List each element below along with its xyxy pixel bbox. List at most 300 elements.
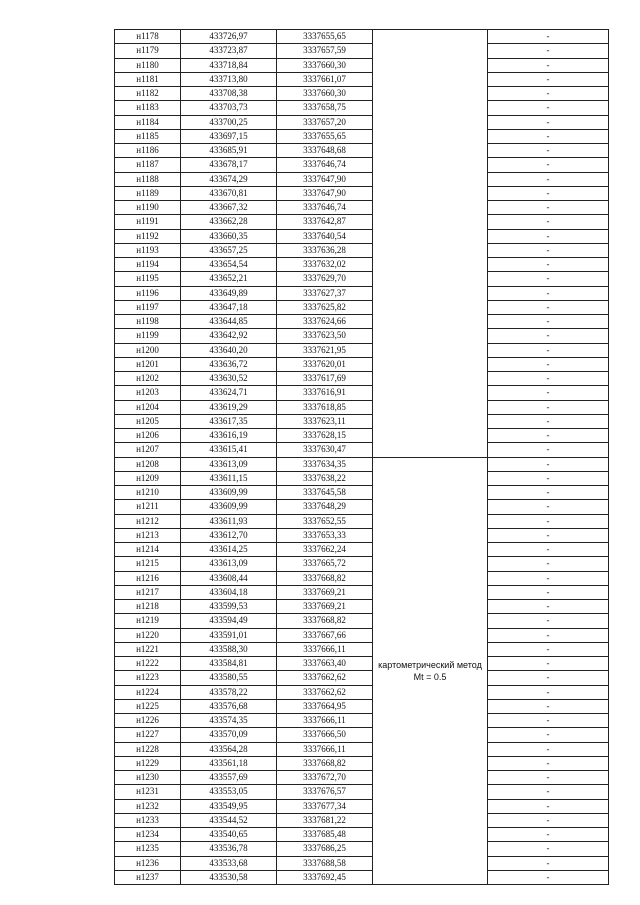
- point-id-cell: н1185: [115, 129, 181, 143]
- accuracy-dash-cell: -: [488, 315, 609, 329]
- point-id-cell: н1217: [115, 585, 181, 599]
- accuracy-dash-cell: -: [488, 657, 609, 671]
- accuracy-dash-cell: -: [488, 286, 609, 300]
- accuracy-dash-cell: -: [488, 272, 609, 286]
- y-coordinate-cell: 3337646,74: [277, 201, 373, 215]
- y-coordinate-cell: 3337672,70: [277, 771, 373, 785]
- table-row: [115, 514, 609, 528]
- y-coordinate-cell: 3337623,50: [277, 329, 373, 343]
- point-id-cell: н1189: [115, 186, 181, 200]
- x-coordinate-cell: 433574,35: [181, 714, 277, 728]
- accuracy-dash-cell: -: [488, 101, 609, 115]
- point-id-cell: н1196: [115, 286, 181, 300]
- x-coordinate-cell: 433636,72: [181, 357, 277, 371]
- x-coordinate-cell: 433700,25: [181, 115, 277, 129]
- y-coordinate-cell: 3337634,35: [277, 457, 373, 471]
- x-coordinate-cell: 433536,78: [181, 842, 277, 856]
- accuracy-dash-cell: -: [488, 600, 609, 614]
- y-coordinate-cell: 3337677,34: [277, 799, 373, 813]
- x-coordinate-cell: 433619,29: [181, 400, 277, 414]
- y-coordinate-cell: 3337657,20: [277, 115, 373, 129]
- table-row: [115, 842, 609, 856]
- y-coordinate-cell: 3337668,82: [277, 614, 373, 628]
- accuracy-dash-cell: -: [488, 828, 609, 842]
- y-coordinate-cell: 3337660,30: [277, 58, 373, 72]
- y-coordinate-cell: 3337666,50: [277, 728, 373, 742]
- point-id-cell: н1188: [115, 172, 181, 186]
- accuracy-dash-cell: -: [488, 571, 609, 585]
- x-coordinate-cell: 433654,54: [181, 258, 277, 272]
- accuracy-dash-cell: -: [488, 585, 609, 599]
- point-id-cell: н1220: [115, 628, 181, 642]
- accuracy-dash-cell: -: [488, 514, 609, 528]
- table-row: [115, 386, 609, 400]
- x-coordinate-cell: 433557,69: [181, 771, 277, 785]
- y-coordinate-cell: 3337662,62: [277, 685, 373, 699]
- point-id-cell: н1178: [115, 30, 181, 44]
- table-row: [115, 372, 609, 386]
- accuracy-dash-cell: -: [488, 543, 609, 557]
- accuracy-dash-cell: -: [488, 685, 609, 699]
- y-coordinate-cell: 3337618,85: [277, 400, 373, 414]
- table-row: [115, 186, 609, 200]
- point-id-cell: н1214: [115, 543, 181, 557]
- point-id-cell: н1190: [115, 201, 181, 215]
- point-id-cell: н1201: [115, 357, 181, 371]
- point-id-cell: н1236: [115, 856, 181, 870]
- point-id-cell: н1222: [115, 657, 181, 671]
- point-id-cell: н1180: [115, 58, 181, 72]
- y-coordinate-cell: 3337646,74: [277, 158, 373, 172]
- accuracy-dash-cell: -: [488, 30, 609, 44]
- x-coordinate-cell: 433642,92: [181, 329, 277, 343]
- x-coordinate-cell: 433616,19: [181, 429, 277, 443]
- point-id-cell: н1228: [115, 742, 181, 756]
- y-coordinate-cell: 3337667,66: [277, 628, 373, 642]
- x-coordinate-cell: 433657,25: [181, 243, 277, 257]
- table-row: [115, 500, 609, 514]
- accuracy-dash-cell: -: [488, 372, 609, 386]
- x-coordinate-cell: 433697,15: [181, 129, 277, 143]
- accuracy-dash-cell: -: [488, 329, 609, 343]
- y-coordinate-cell: 3337668,82: [277, 756, 373, 770]
- table-row: [115, 414, 609, 428]
- table-row: [115, 58, 609, 72]
- point-id-cell: н1232: [115, 799, 181, 813]
- y-coordinate-cell: 3337617,69: [277, 372, 373, 386]
- accuracy-dash-cell: -: [488, 714, 609, 728]
- table-row: [115, 457, 609, 471]
- accuracy-dash-cell: -: [488, 642, 609, 656]
- table-row: [115, 642, 609, 656]
- point-id-cell: н1195: [115, 272, 181, 286]
- y-coordinate-cell: 3337660,30: [277, 87, 373, 101]
- y-coordinate-cell: 3337623,11: [277, 414, 373, 428]
- y-coordinate-cell: 3337665,72: [277, 557, 373, 571]
- point-id-cell: н1184: [115, 115, 181, 129]
- x-coordinate-cell: 433588,30: [181, 642, 277, 656]
- x-coordinate-cell: 433578,22: [181, 685, 277, 699]
- table-row: [115, 258, 609, 272]
- accuracy-dash-cell: -: [488, 400, 609, 414]
- y-coordinate-cell: 3337645,58: [277, 486, 373, 500]
- accuracy-dash-cell: -: [488, 728, 609, 742]
- table-row: [115, 315, 609, 329]
- x-coordinate-cell: 433718,84: [181, 58, 277, 72]
- x-coordinate-cell: 433584,81: [181, 657, 277, 671]
- table-row: [115, 272, 609, 286]
- point-id-cell: н1212: [115, 514, 181, 528]
- accuracy-dash-cell: -: [488, 243, 609, 257]
- table-row: [115, 443, 609, 457]
- point-id-cell: н1186: [115, 144, 181, 158]
- table-row: [115, 557, 609, 571]
- table-row: [115, 144, 609, 158]
- x-coordinate-cell: 433644,85: [181, 315, 277, 329]
- table-row: [115, 115, 609, 129]
- table-row: [115, 300, 609, 314]
- point-id-cell: н1216: [115, 571, 181, 585]
- table-row: [115, 585, 609, 599]
- y-coordinate-cell: 3337663,40: [277, 657, 373, 671]
- table-row: [115, 543, 609, 557]
- y-coordinate-cell: 3337662,62: [277, 671, 373, 685]
- x-coordinate-cell: 433723,87: [181, 44, 277, 58]
- accuracy-dash-cell: -: [488, 671, 609, 685]
- y-coordinate-cell: 3337666,11: [277, 642, 373, 656]
- y-coordinate-cell: 3337685,48: [277, 828, 373, 842]
- accuracy-dash-cell: -: [488, 628, 609, 642]
- x-coordinate-cell: 433640,20: [181, 343, 277, 357]
- accuracy-dash-cell: -: [488, 87, 609, 101]
- table-row: [115, 699, 609, 713]
- point-id-cell: н1191: [115, 215, 181, 229]
- point-id-cell: н1237: [115, 870, 181, 884]
- x-coordinate-cell: 433662,28: [181, 215, 277, 229]
- x-coordinate-cell: 433708,38: [181, 87, 277, 101]
- y-coordinate-cell: 3337647,90: [277, 186, 373, 200]
- point-id-cell: н1215: [115, 557, 181, 571]
- x-coordinate-cell: 433540,65: [181, 828, 277, 842]
- x-coordinate-cell: 433614,25: [181, 543, 277, 557]
- point-id-cell: н1229: [115, 756, 181, 770]
- accuracy-dash-cell: -: [488, 229, 609, 243]
- table-row: [115, 229, 609, 243]
- accuracy-dash-cell: -: [488, 614, 609, 628]
- point-id-cell: н1197: [115, 300, 181, 314]
- y-coordinate-cell: 3337652,55: [277, 514, 373, 528]
- accuracy-dash-cell: -: [488, 771, 609, 785]
- x-coordinate-cell: 433609,99: [181, 500, 277, 514]
- y-coordinate-cell: 3337655,65: [277, 129, 373, 143]
- x-coordinate-cell: 433549,95: [181, 799, 277, 813]
- point-id-cell: н1234: [115, 828, 181, 842]
- table-row: [115, 685, 609, 699]
- accuracy-dash-cell: -: [488, 386, 609, 400]
- table-row: [115, 400, 609, 414]
- table-row: [115, 870, 609, 884]
- accuracy-dash-cell: -: [488, 300, 609, 314]
- x-coordinate-cell: 433544,52: [181, 813, 277, 827]
- table-row: [115, 771, 609, 785]
- accuracy-dash-cell: -: [488, 58, 609, 72]
- y-coordinate-cell: 3337666,11: [277, 742, 373, 756]
- table-row: [115, 129, 609, 143]
- accuracy-dash-cell: -: [488, 557, 609, 571]
- y-coordinate-cell: 3337642,87: [277, 215, 373, 229]
- table-row: [115, 72, 609, 86]
- accuracy-dash-cell: -: [488, 500, 609, 514]
- y-coordinate-cell: 3337686,25: [277, 842, 373, 856]
- table-row: [115, 714, 609, 728]
- point-id-cell: н1219: [115, 614, 181, 628]
- x-coordinate-cell: 433613,09: [181, 557, 277, 571]
- y-coordinate-cell: 3337669,21: [277, 585, 373, 599]
- point-id-cell: н1194: [115, 258, 181, 272]
- table-row: [115, 628, 609, 642]
- point-id-cell: н1207: [115, 443, 181, 457]
- table-row: [115, 201, 609, 215]
- point-id-cell: н1218: [115, 600, 181, 614]
- point-id-cell: н1230: [115, 771, 181, 785]
- x-coordinate-cell: 433726,97: [181, 30, 277, 44]
- x-coordinate-cell: 433561,18: [181, 756, 277, 770]
- table-row: [115, 357, 609, 371]
- point-id-cell: н1202: [115, 372, 181, 386]
- table-row: [115, 329, 609, 343]
- table-row: [115, 728, 609, 742]
- x-coordinate-cell: 433713,80: [181, 72, 277, 86]
- table-row: [115, 657, 609, 671]
- table-row: [115, 243, 609, 257]
- table-row: [115, 600, 609, 614]
- x-coordinate-cell: 433630,52: [181, 372, 277, 386]
- table-row: [115, 614, 609, 628]
- point-id-cell: н1208: [115, 457, 181, 471]
- x-coordinate-cell: 433674,29: [181, 172, 277, 186]
- point-id-cell: н1193: [115, 243, 181, 257]
- accuracy-dash-cell: -: [488, 129, 609, 143]
- table-row: [115, 813, 609, 827]
- accuracy-dash-cell: -: [488, 799, 609, 813]
- table-row: [115, 785, 609, 799]
- y-coordinate-cell: 3337620,01: [277, 357, 373, 371]
- table-row: [115, 87, 609, 101]
- y-coordinate-cell: 3337688,58: [277, 856, 373, 870]
- table-row: [115, 799, 609, 813]
- x-coordinate-cell: 433703,73: [181, 101, 277, 115]
- x-coordinate-cell: 433533,68: [181, 856, 277, 870]
- point-id-cell: н1203: [115, 386, 181, 400]
- x-coordinate-cell: 433647,18: [181, 300, 277, 314]
- table-row: [115, 343, 609, 357]
- x-coordinate-cell: 433652,21: [181, 272, 277, 286]
- y-coordinate-cell: 3337640,54: [277, 229, 373, 243]
- x-coordinate-cell: 433604,18: [181, 585, 277, 599]
- table-row: [115, 856, 609, 870]
- accuracy-dash-cell: -: [488, 528, 609, 542]
- x-coordinate-cell: 433576,68: [181, 699, 277, 713]
- x-coordinate-cell: 433678,17: [181, 158, 277, 172]
- x-coordinate-cell: 433617,35: [181, 414, 277, 428]
- y-coordinate-cell: 3337664,95: [277, 699, 373, 713]
- point-id-cell: н1179: [115, 44, 181, 58]
- accuracy-dash-cell: -: [488, 258, 609, 272]
- accuracy-dash-cell: -: [488, 742, 609, 756]
- point-id-cell: н1224: [115, 685, 181, 699]
- y-coordinate-cell: 3337669,21: [277, 600, 373, 614]
- x-coordinate-cell: 433612,70: [181, 528, 277, 542]
- y-coordinate-cell: 3337624,66: [277, 315, 373, 329]
- x-coordinate-cell: 433530,58: [181, 870, 277, 884]
- coordinates-table-body: [115, 30, 609, 885]
- table-row: [115, 429, 609, 443]
- coordinates-table-page: [114, 29, 608, 885]
- table-row: [115, 101, 609, 115]
- x-coordinate-cell: 433599,53: [181, 600, 277, 614]
- table-row: [115, 486, 609, 500]
- point-id-cell: н1205: [115, 414, 181, 428]
- point-id-cell: н1204: [115, 400, 181, 414]
- accuracy-dash-cell: -: [488, 856, 609, 870]
- accuracy-dash-cell: -: [488, 471, 609, 485]
- y-coordinate-cell: 3337628,15: [277, 429, 373, 443]
- point-id-cell: н1213: [115, 528, 181, 542]
- point-id-cell: н1223: [115, 671, 181, 685]
- point-id-cell: н1206: [115, 429, 181, 443]
- table-row: [115, 215, 609, 229]
- y-coordinate-cell: 3337676,57: [277, 785, 373, 799]
- y-coordinate-cell: 3337681,22: [277, 813, 373, 827]
- accuracy-dash-cell: -: [488, 457, 609, 471]
- x-coordinate-cell: 433609,99: [181, 486, 277, 500]
- table-row: [115, 44, 609, 58]
- table-row: [115, 828, 609, 842]
- x-coordinate-cell: 433670,81: [181, 186, 277, 200]
- point-id-cell: н1233: [115, 813, 181, 827]
- method-note-cell: картометрический метод Mt = 0.5: [373, 457, 488, 885]
- accuracy-dash-cell: -: [488, 699, 609, 713]
- point-id-cell: н1211: [115, 500, 181, 514]
- x-coordinate-cell: 433564,28: [181, 742, 277, 756]
- point-id-cell: н1198: [115, 315, 181, 329]
- point-id-cell: н1227: [115, 728, 181, 742]
- y-coordinate-cell: 3337638,22: [277, 471, 373, 485]
- y-coordinate-cell: 3337636,28: [277, 243, 373, 257]
- y-coordinate-cell: 3337658,75: [277, 101, 373, 115]
- table-row: [115, 286, 609, 300]
- accuracy-dash-cell: -: [488, 172, 609, 186]
- point-id-cell: н1210: [115, 486, 181, 500]
- table-row: [115, 742, 609, 756]
- x-coordinate-cell: 433613,09: [181, 457, 277, 471]
- accuracy-dash-cell: -: [488, 486, 609, 500]
- y-coordinate-cell: 3337616,91: [277, 386, 373, 400]
- accuracy-dash-cell: -: [488, 72, 609, 86]
- coordinates-table: [114, 29, 609, 885]
- accuracy-dash-cell: -: [488, 443, 609, 457]
- point-id-cell: н1199: [115, 329, 181, 343]
- y-coordinate-cell: 3337621,95: [277, 343, 373, 357]
- x-coordinate-cell: 433624,71: [181, 386, 277, 400]
- x-coordinate-cell: 433594,49: [181, 614, 277, 628]
- x-coordinate-cell: 433611,15: [181, 471, 277, 485]
- y-coordinate-cell: 3337653,33: [277, 528, 373, 542]
- table-row: [115, 172, 609, 186]
- point-id-cell: н1209: [115, 471, 181, 485]
- table-row: [115, 571, 609, 585]
- y-coordinate-cell: 3337629,70: [277, 272, 373, 286]
- accuracy-dash-cell: -: [488, 186, 609, 200]
- point-id-cell: н1225: [115, 699, 181, 713]
- y-coordinate-cell: 3337625,82: [277, 300, 373, 314]
- point-id-cell: н1187: [115, 158, 181, 172]
- point-id-cell: н1235: [115, 842, 181, 856]
- accuracy-dash-cell: -: [488, 756, 609, 770]
- point-id-cell: н1183: [115, 101, 181, 115]
- y-coordinate-cell: 3337668,82: [277, 571, 373, 585]
- y-coordinate-cell: 3337666,11: [277, 714, 373, 728]
- accuracy-dash-cell: -: [488, 215, 609, 229]
- y-coordinate-cell: 3337627,37: [277, 286, 373, 300]
- y-coordinate-cell: 3337655,65: [277, 30, 373, 44]
- point-id-cell: н1181: [115, 72, 181, 86]
- x-coordinate-cell: 433580,55: [181, 671, 277, 685]
- point-id-cell: н1231: [115, 785, 181, 799]
- table-row: [115, 471, 609, 485]
- accuracy-dash-cell: -: [488, 343, 609, 357]
- x-coordinate-cell: 433553,05: [181, 785, 277, 799]
- y-coordinate-cell: 3337661,07: [277, 72, 373, 86]
- x-coordinate-cell: 433591,01: [181, 628, 277, 642]
- accuracy-dash-cell: -: [488, 357, 609, 371]
- accuracy-dash-cell: -: [488, 870, 609, 884]
- point-id-cell: н1192: [115, 229, 181, 243]
- x-coordinate-cell: 433660,35: [181, 229, 277, 243]
- accuracy-dash-cell: -: [488, 144, 609, 158]
- y-coordinate-cell: 3337647,90: [277, 172, 373, 186]
- accuracy-dash-cell: -: [488, 785, 609, 799]
- y-coordinate-cell: 3337662,24: [277, 543, 373, 557]
- table-row: [115, 30, 609, 44]
- table-row: [115, 671, 609, 685]
- y-coordinate-cell: 3337630,47: [277, 443, 373, 457]
- x-coordinate-cell: 433685,91: [181, 144, 277, 158]
- accuracy-dash-cell: -: [488, 44, 609, 58]
- y-coordinate-cell: 3337648,29: [277, 500, 373, 514]
- accuracy-dash-cell: -: [488, 429, 609, 443]
- accuracy-dash-cell: -: [488, 201, 609, 215]
- point-id-cell: н1182: [115, 87, 181, 101]
- y-coordinate-cell: 3337632,02: [277, 258, 373, 272]
- accuracy-dash-cell: -: [488, 115, 609, 129]
- x-coordinate-cell: 433667,32: [181, 201, 277, 215]
- point-id-cell: н1226: [115, 714, 181, 728]
- x-coordinate-cell: 433570,09: [181, 728, 277, 742]
- y-coordinate-cell: 3337648,68: [277, 144, 373, 158]
- table-row: [115, 158, 609, 172]
- table-row: [115, 528, 609, 542]
- x-coordinate-cell: 433608,44: [181, 571, 277, 585]
- accuracy-dash-cell: -: [488, 414, 609, 428]
- y-coordinate-cell: 3337657,59: [277, 44, 373, 58]
- x-coordinate-cell: 433615,41: [181, 443, 277, 457]
- accuracy-dash-cell: -: [488, 842, 609, 856]
- method-cell-empty: [373, 30, 488, 458]
- accuracy-dash-cell: -: [488, 158, 609, 172]
- x-coordinate-cell: 433649,89: [181, 286, 277, 300]
- x-coordinate-cell: 433611,93: [181, 514, 277, 528]
